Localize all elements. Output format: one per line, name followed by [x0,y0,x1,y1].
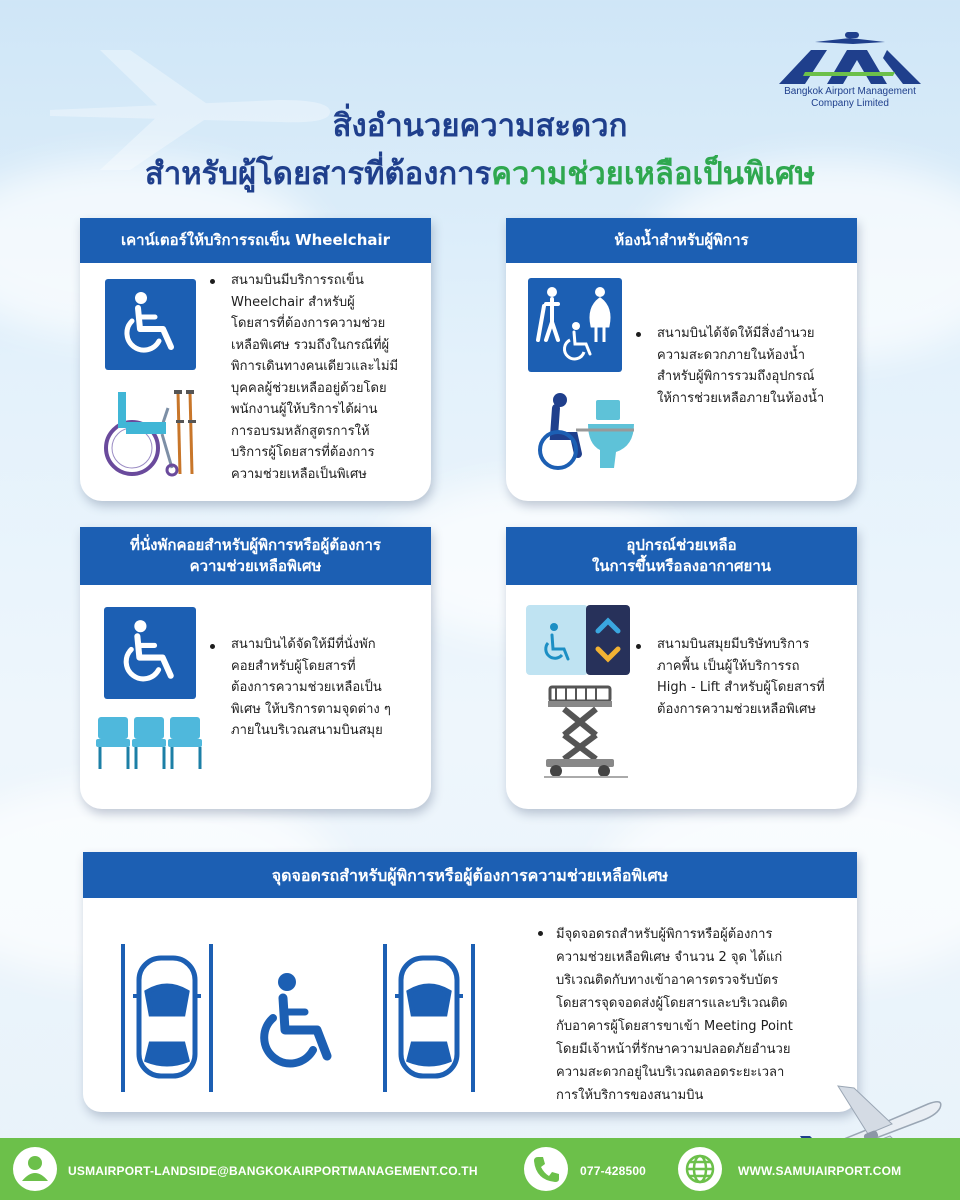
text-line: ภายในบริเวณสนามบินสมุย [231,723,383,738]
text-line: สนามบินมีบริการรถเข็น [231,273,364,288]
text-line: ความช่วยเหลือพิเศษ จำนวน 2 จุด ได้แก่ [556,950,783,965]
car-icon [133,958,201,1076]
text-line: มีจุดจอดรถสำหรับผู้พิการหรือผู้ต้องการ [556,927,773,942]
seating-description [231,634,426,742]
bam-logo [770,28,930,110]
footer-phone[interactable]: 077-428500 [580,1164,647,1178]
card-header [506,218,857,263]
wheelchair-icon [104,607,196,699]
toilet-description [657,323,852,409]
text-line: สนามบินได้จัดให้มีที่นั่งพัก [231,637,376,652]
card-header-text: จุดจอดรถสำหรับผู้พิการหรือผู้ต้องการความช่วยเหลือพิเศษ [271,865,669,885]
boarding-description [657,634,852,720]
text-line: โดยสารที่ต้องการความช่วย [231,316,386,331]
text-line: ความช่วยเหลือเป็นพิเศษ [231,466,367,482]
page-title: สิ่งอำนวยความสะดวก [332,108,628,144]
text-line: การให้บริการของสนามบิน [556,1088,704,1103]
card-header [83,852,857,898]
card-header-text: ในการขึ้นหรือลงอากาศยาน [591,557,772,575]
text-line: ต้องการความช่วยเหลือพิเศษ [657,701,816,717]
card-header-text: ห้องน้ำสำหรับผู้พิการ [614,231,749,249]
text-line: สนามบินสมุยมีบริษัทบริการ [657,637,810,652]
page-subtitle [0,148,960,198]
text-line: สนามบินได้จัดให้มีสิ่งอำนวย [657,326,815,341]
bullet-icon [636,332,641,337]
logo-line-2: Company Limited [811,98,889,109]
high-lift-icon [544,685,628,779]
card-header-text: ความช่วยเหลือพิเศษ [189,557,322,575]
text-line: สำหรับผู้พิการรวมถึงอุปกรณ์ [657,369,815,384]
bullet-icon [636,644,641,649]
parking-illustration [119,944,519,1092]
logo-line-1: Bangkok Airport Management [784,86,916,97]
text-line: พนักงานผู้ให้บริการได้ผ่าน [231,402,378,417]
boarding-card [506,527,857,809]
text-line: Wheelchair สำหรับผู้ [231,294,355,310]
card-header [80,218,431,263]
wheelchair-symbol-icon [264,973,327,1063]
seating-card [80,527,431,809]
bullet-icon [538,931,543,936]
globe-icon [678,1147,722,1191]
lift-control-icon [526,605,630,675]
wheelchair-description [231,270,426,485]
card-header-text: เคาน์เตอร์ให้บริการรถเข็น Wheelchair [120,231,391,249]
text-line: บุคคลผู้ช่วยเหลืออยู่ด้วยโดย [231,380,387,396]
text-line: กับอาคารผู้โดยสารขาเข้า Meeting Point [556,1019,793,1034]
text-line: เหลือพิเศษ รวมถึงในกรณีที่ผู้ [231,337,390,353]
text-line: High - Lift สำหรับผู้โดยสารที่ [657,680,825,695]
card-header [80,527,431,585]
subtitle-prefix: สำหรับผู้โดยสารที่ต้องการ [144,156,492,192]
text-line: บริเวณติดกับทางเข้าอาคารตรวจรับบัตร [556,973,779,988]
text-line: บริการผู้โดยสารที่ต้องการ [231,445,375,460]
text-line: ความสะดวกภายในห้องน้ำ [657,347,806,363]
text-line: พิเศษ ให้บริการตามจุดต่าง ๆ [231,701,391,717]
card-header-text: อุปกรณ์ช่วยเหลือ [626,536,737,554]
bullet-icon [210,644,215,649]
toilet-family-icon [528,278,622,372]
text-line: ต้องการความช่วยเหลือเป็น [231,680,382,695]
bullet-icon [210,279,215,284]
person-icon [13,1147,57,1191]
text-line: โดยมีเจ้าหน้าที่รักษาความปลอดภัยอำนวย [556,1042,791,1057]
text-line: ให้การช่วยเหลือภายในห้องน้ำ [657,390,825,406]
footer-website[interactable]: WWW.SAMUIAIRPORT.COM [738,1164,902,1178]
text-line: คอยสำหรับผู้โดยสารที่ [231,658,356,674]
toilet-wheelchair-icon [530,390,640,472]
wheelchair-icon [105,279,196,370]
seats-icon [96,715,206,771]
subtitle-highlight: ความช่วยเหลือเป็นพิเศษ [491,156,816,192]
phone-icon [524,1147,568,1191]
toilet-card [506,218,857,501]
text-line: ความสะดวกอยู่ในบริเวณตลอดระยะเวลา [556,1065,785,1080]
text-line: โดยสารจุดจอดส่งผู้โดยสารและบริเวณติด [556,996,788,1011]
parking-card [83,852,857,1112]
text-line: พิการเดินทางคนเดียวและไม่มี [231,359,399,374]
crutches-icon [172,390,198,476]
car-icon [395,958,463,1076]
wheelchair-photo [102,386,182,478]
bam-logo-mark-icon [775,28,925,86]
text-line: การอบรมหลักสูตรการให้ [231,423,370,439]
card-header-text: ที่นั่งพักคอยสำหรับผู้พิการหรือผู้ต้องการ [130,536,381,554]
card-header [506,527,857,585]
text-line: ภาคพื้น เป็นผู้ให้บริการรถ [657,658,800,674]
wheelchair-card [80,218,431,501]
footer-email[interactable]: USMAIRPORT-LANDSIDE@BANGKOKAIRPORTMANAGEMENT.CO.TH [68,1164,478,1178]
